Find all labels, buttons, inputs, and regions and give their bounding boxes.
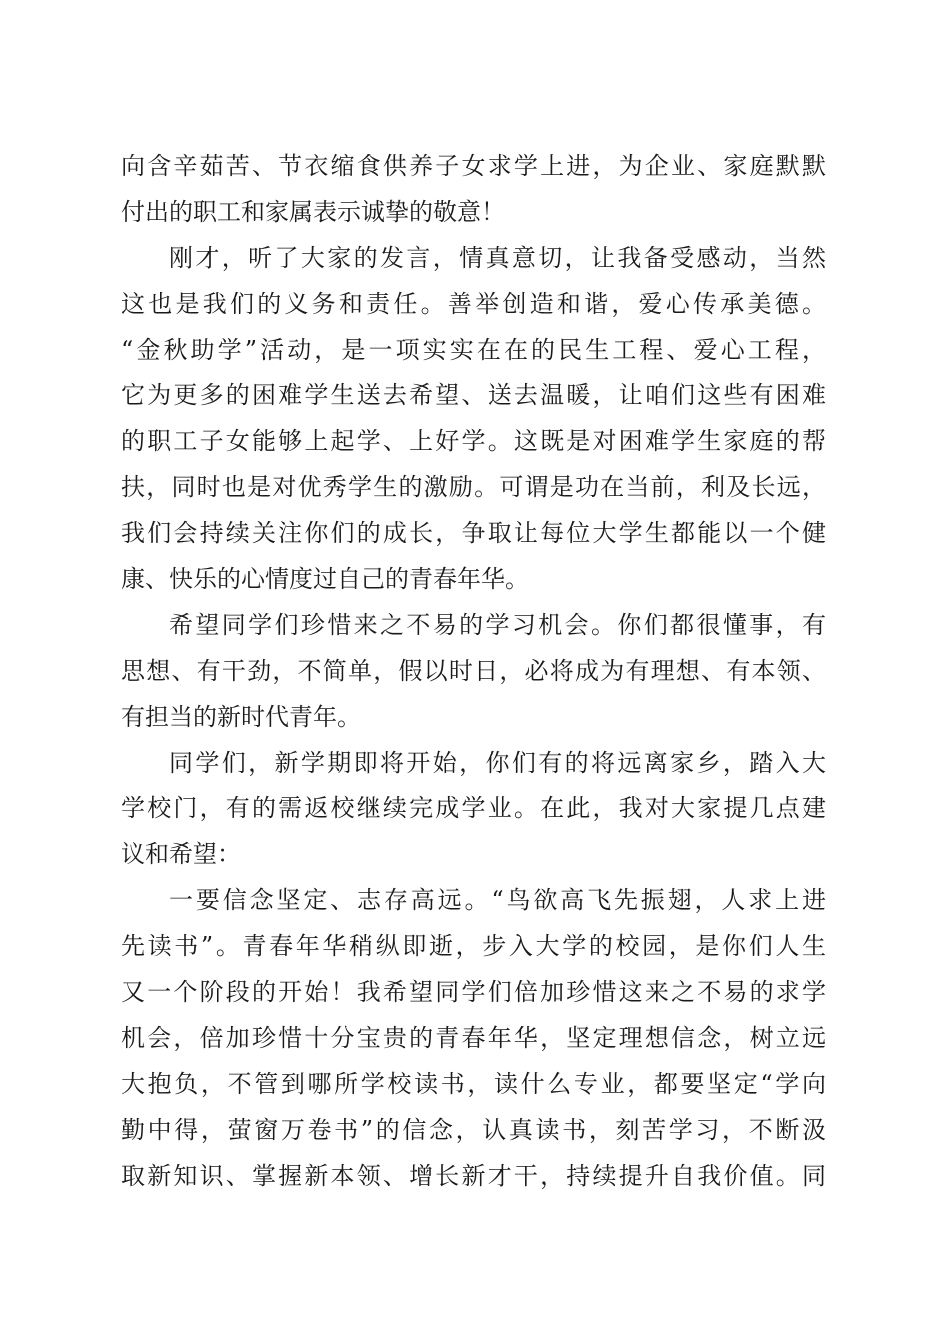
text-line: 我们会持续关注你们的成长，争取让每位大学生都能以一个健 [121,519,826,548]
text-line: 大抱负，不管到哪所学校读书，读什么专业，都要坚定“学向 [121,1069,826,1098]
text-line: 思想、有干劲，不简单，假以时日，必将成为有理想、有本领、 [121,656,826,685]
text-line: 有担当的新时代青年。 [121,702,361,731]
text-line: 又一个阶段的开始！我希望同学们倍加珍惜这来之不易的求学 [121,978,826,1007]
text-line: 希望同学们珍惜来之不易的学习机会。你们都很懂事，有 [169,610,826,639]
text-line: 同学们，新学期即将开始，你们有的将远离家乡，踏入大 [169,748,826,777]
text-line: 这也是我们的义务和责任。善举创造和谐，爱心传承美德。 [121,289,826,318]
text-line: 一要信念坚定、志存高远。“鸟欲高飞先振翅，人求上进 [169,886,826,915]
text-line: 议和希望： [121,840,241,869]
text-line: 取新知识、掌握新本领、增长新才干，持续提升自我价值。同 [121,1161,826,1190]
text-line: 勤中得，萤窗万卷书”的信念，认真读书，刻苦学习，不断汲 [121,1115,826,1144]
text-line: 付出的职工和家属表示诚挚的敬意！ [121,197,505,226]
text-line: 机会，倍加珍惜十分宝贵的青春年华，坚定理想信念，树立远 [121,1023,826,1052]
document-body [121,144,826,1199]
text-line: 它为更多的困难学生送去希望、送去温暖，让咱们这些有困难 [121,381,826,410]
text-line: “金秋助学”活动，是一项实实在在的民生工程、爱心工程， [121,335,826,364]
text-line: 刚才，听了大家的发言，情真意切，让我备受感动，当然 [169,243,826,272]
text-line: 向含辛茹苦、节衣缩食供养子女求学上进，为企业、家庭默默 [121,152,826,180]
text-line: 先读书”。青春年华稍纵即逝，步入大学的校园，是你们人生 [121,932,826,961]
text-line: 的职工子女能够上起学、上好学。这既是对困难学生家庭的帮 [121,427,826,456]
text-line: 康、快乐的心情度过自己的青春年华。 [121,565,529,594]
text-line: 学校门，有的需返校继续完成学业。在此，我对大家提几点建 [121,794,826,823]
text-line: 扶，同时也是对优秀学生的激励。可谓是功在当前，利及长远， [121,473,826,502]
